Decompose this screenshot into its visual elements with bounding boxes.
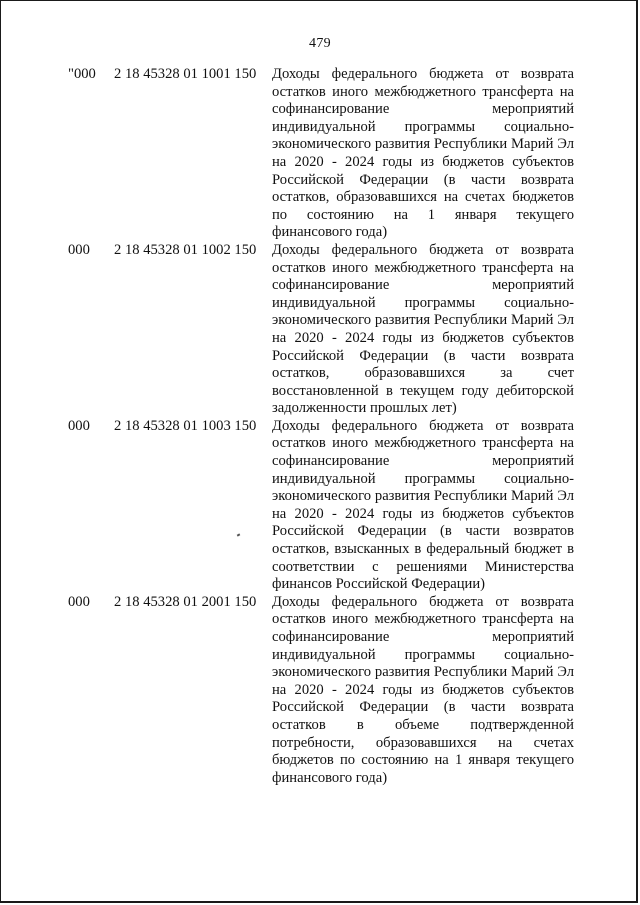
entry-description: Доходы федерального бюджета от возврата остатков иного межбюджетного трансферта на софинансирование мероприятий индивидуальной программы социально-экономического развития Республики Марий Эл на 2020 - 2024 годы из бюджетов субъектов Российской Федерации (в части возвратов остатков, взысканных в федеральный бюджет в соответствии с решениями Министерства финансов Российской Федерации) [272,417,574,593]
entry-row [68,594,578,788]
entry-budget-code: 2 18 45328 01 1002 150 [114,241,257,258]
entry-admin-code: 000 [68,417,90,434]
entry-budget-code: 2 18 45328 01 1001 150 [114,66,257,82]
entry-row [68,418,578,594]
entry-description: Доходы федерального бюджета от возврата остатков иного межбюджетного трансферта на софинансирование мероприятий индивидуальной программы социально-экономического развития Республики Марий Эл на 2020 - 2024 годы из бюджетов субъектов Российской Федерации (в части возврата остатков, образовавшихся на счетах бюджетов по состоянию на 1 января текущего финансового года) [272,66,574,241]
entries-list [68,66,578,787]
entry-budget-code: 2 18 45328 01 1003 150 [114,417,257,434]
entry-admin-code: "000 [68,66,96,82]
entry-description: Доходы федерального бюджета от возврата остатков иного межбюджетного трансферта на софинансирование мероприятий индивидуальной программы социально-экономического развития Республики Марий Эл на 2020 - 2024 годы из бюджетов субъектов Российской Федерации (в части возврата остатков, образовавшихся за счет восстановленной в текущем году дебиторской задолженности прошлых лет) [272,241,574,417]
entry-description: Доходы федерального бюджета от возврата остатков иного межбюджетного трансферта на софинансирование мероприятий индивидуальной программы социально-экономического развития Республики Марий Эл на 2020 - 2024 годы из бюджетов субъектов Российской Федерации (в части возврата остатков в объеме подтвержденной потребности, образовавшихся на счетах бюджетов по состоянию на 1 января текущего финансового года) [272,593,574,786]
entry-budget-code: 2 18 45328 01 2001 150 [114,593,257,610]
entry-row [68,66,578,242]
page-number: 479 [309,36,331,51]
entry-row [68,242,578,418]
entry-admin-code: 000 [68,241,90,258]
entry-admin-code: 000 [68,593,90,610]
